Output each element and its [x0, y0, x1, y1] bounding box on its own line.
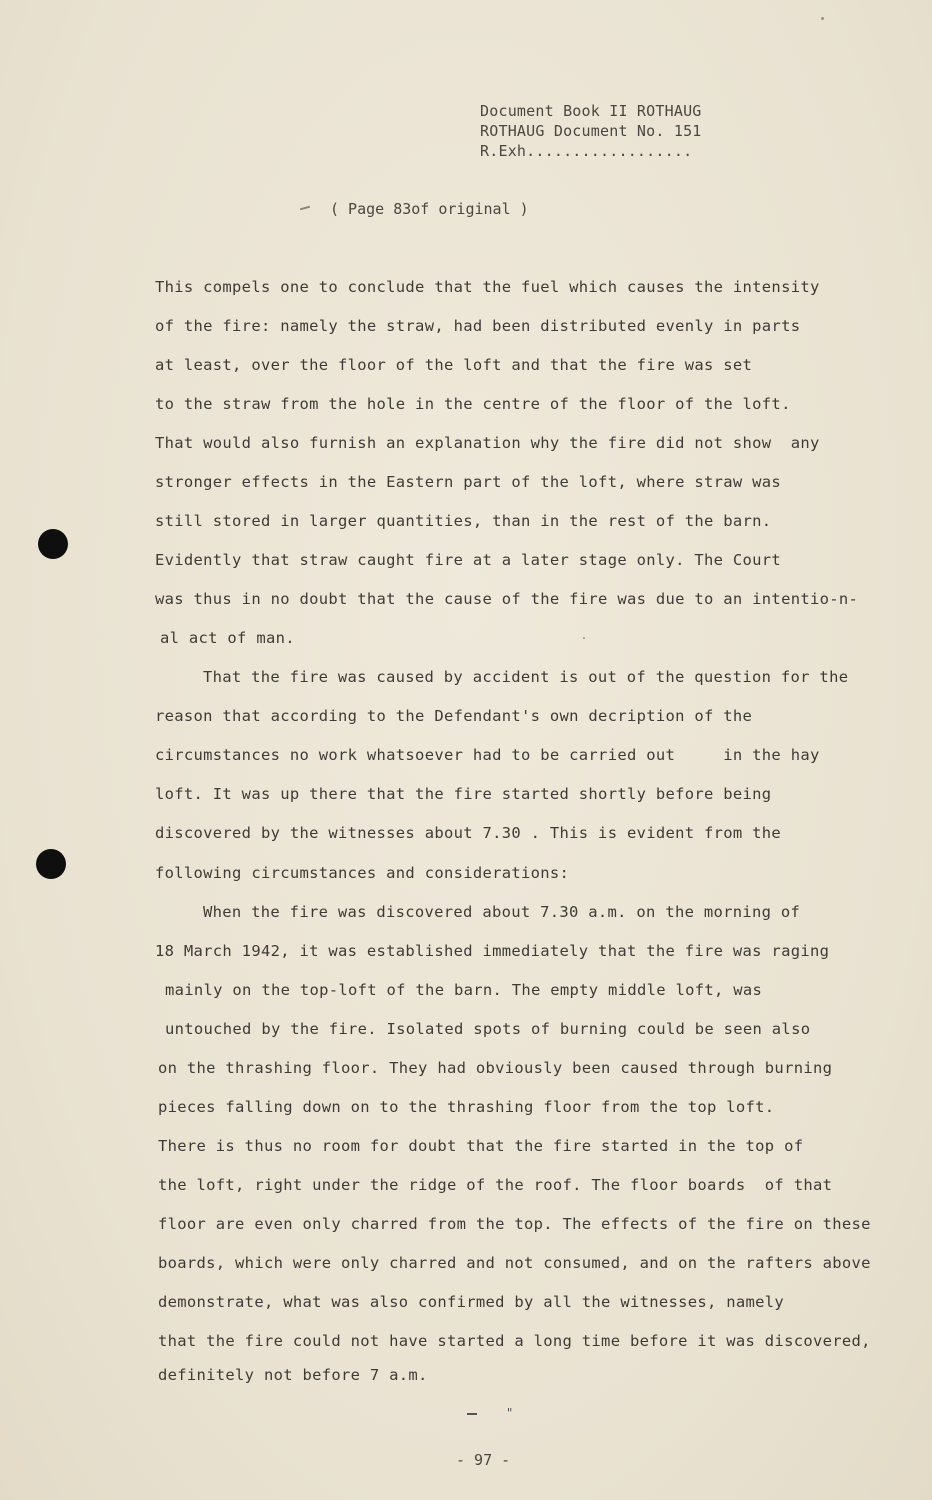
paper-speck: [583, 637, 585, 639]
text-line: still stored in larger quantities, than in the rest of the barn.: [155, 512, 772, 530]
pencil-mark: ": [506, 1406, 514, 1420]
text-line: That the fire was caused by accident is out of the question for the: [203, 668, 849, 686]
header-line-3: R.Exh..................: [480, 142, 693, 160]
text-line: mainly on the top-loft of the barn. The empty middle loft, was: [165, 981, 763, 999]
pencil-mark: [300, 206, 310, 211]
page-reference: ( Page 83of original ): [330, 200, 529, 218]
text-line: floor are even only charred from the top. The effects of the fire on these: [158, 1215, 871, 1233]
text-line: pieces falling down on to the thrashing floor from the top loft.: [158, 1098, 775, 1116]
text-line: untouched by the fire. Isolated spots of burning could be seen also: [165, 1020, 811, 1038]
text-line: demonstrate, what was also confirmed by all the witnesses, namely: [158, 1293, 785, 1311]
text-line: circumstances no work whatsoever had to be carried out in the hay: [155, 746, 820, 764]
text-line: 18 March 1942, it was established immediately that the fire was raging: [155, 942, 830, 960]
text-line: that the fire could not have started a long time before it was discovered,: [158, 1332, 871, 1350]
header-line-1: Document Book II ROTHAUG: [480, 102, 702, 120]
text-line: the loft, right under the ridge of the roof. The floor boards of that: [158, 1176, 833, 1194]
text-line: on the thrashing floor. They had obviously been caused through burning: [158, 1059, 833, 1077]
punch-hole: [38, 529, 68, 559]
text-line: following circumstances and considerations:: [155, 864, 570, 882]
text-line: When the fire was discovered about 7.30 a.m. on the morning of: [203, 903, 801, 921]
pencil-mark: [467, 1413, 477, 1415]
text-line: Evidently that straw caught fire at a later stage only. The Court: [155, 551, 782, 569]
text-line: This compels one to conclude that the fuel which causes the intensity: [155, 278, 820, 296]
paper-speck: [821, 17, 824, 20]
text-line: That would also furnish an explanation why the fire did not show any: [155, 434, 820, 452]
text-line: was thus in no doubt that the cause of the fire was due to an intentio-n-: [155, 590, 859, 608]
text-line: to the straw from the hole in the centre of the floor of the loft.: [155, 395, 791, 413]
text-line: stronger effects in the Eastern part of the loft, where straw was: [155, 473, 782, 491]
text-line: discovered by the witnesses about 7.30 . This is evident from the: [155, 824, 782, 842]
text-line: al act of man.: [160, 629, 295, 647]
page-number: - 97 -: [456, 1451, 511, 1469]
text-line: of the fire: namely the straw, had been distributed evenly in parts: [155, 317, 801, 335]
text-line: boards, which were only charred and not consumed, and on the rafters above: [158, 1254, 871, 1272]
text-line: loft. It was up there that the fire started shortly before being: [155, 785, 772, 803]
punch-hole: [36, 849, 66, 879]
text-line: reason that according to the Defendant's own decription of the: [155, 707, 753, 725]
document-header: [480, 101, 702, 161]
text-line: definitely not before 7 a.m.: [158, 1366, 428, 1384]
text-line: There is thus no room for doubt that the fire started in the top of: [158, 1137, 804, 1155]
header-line-2: ROTHAUG Document No. 151: [480, 122, 702, 140]
text-line: at least, over the floor of the loft and that the fire was set: [155, 356, 753, 374]
